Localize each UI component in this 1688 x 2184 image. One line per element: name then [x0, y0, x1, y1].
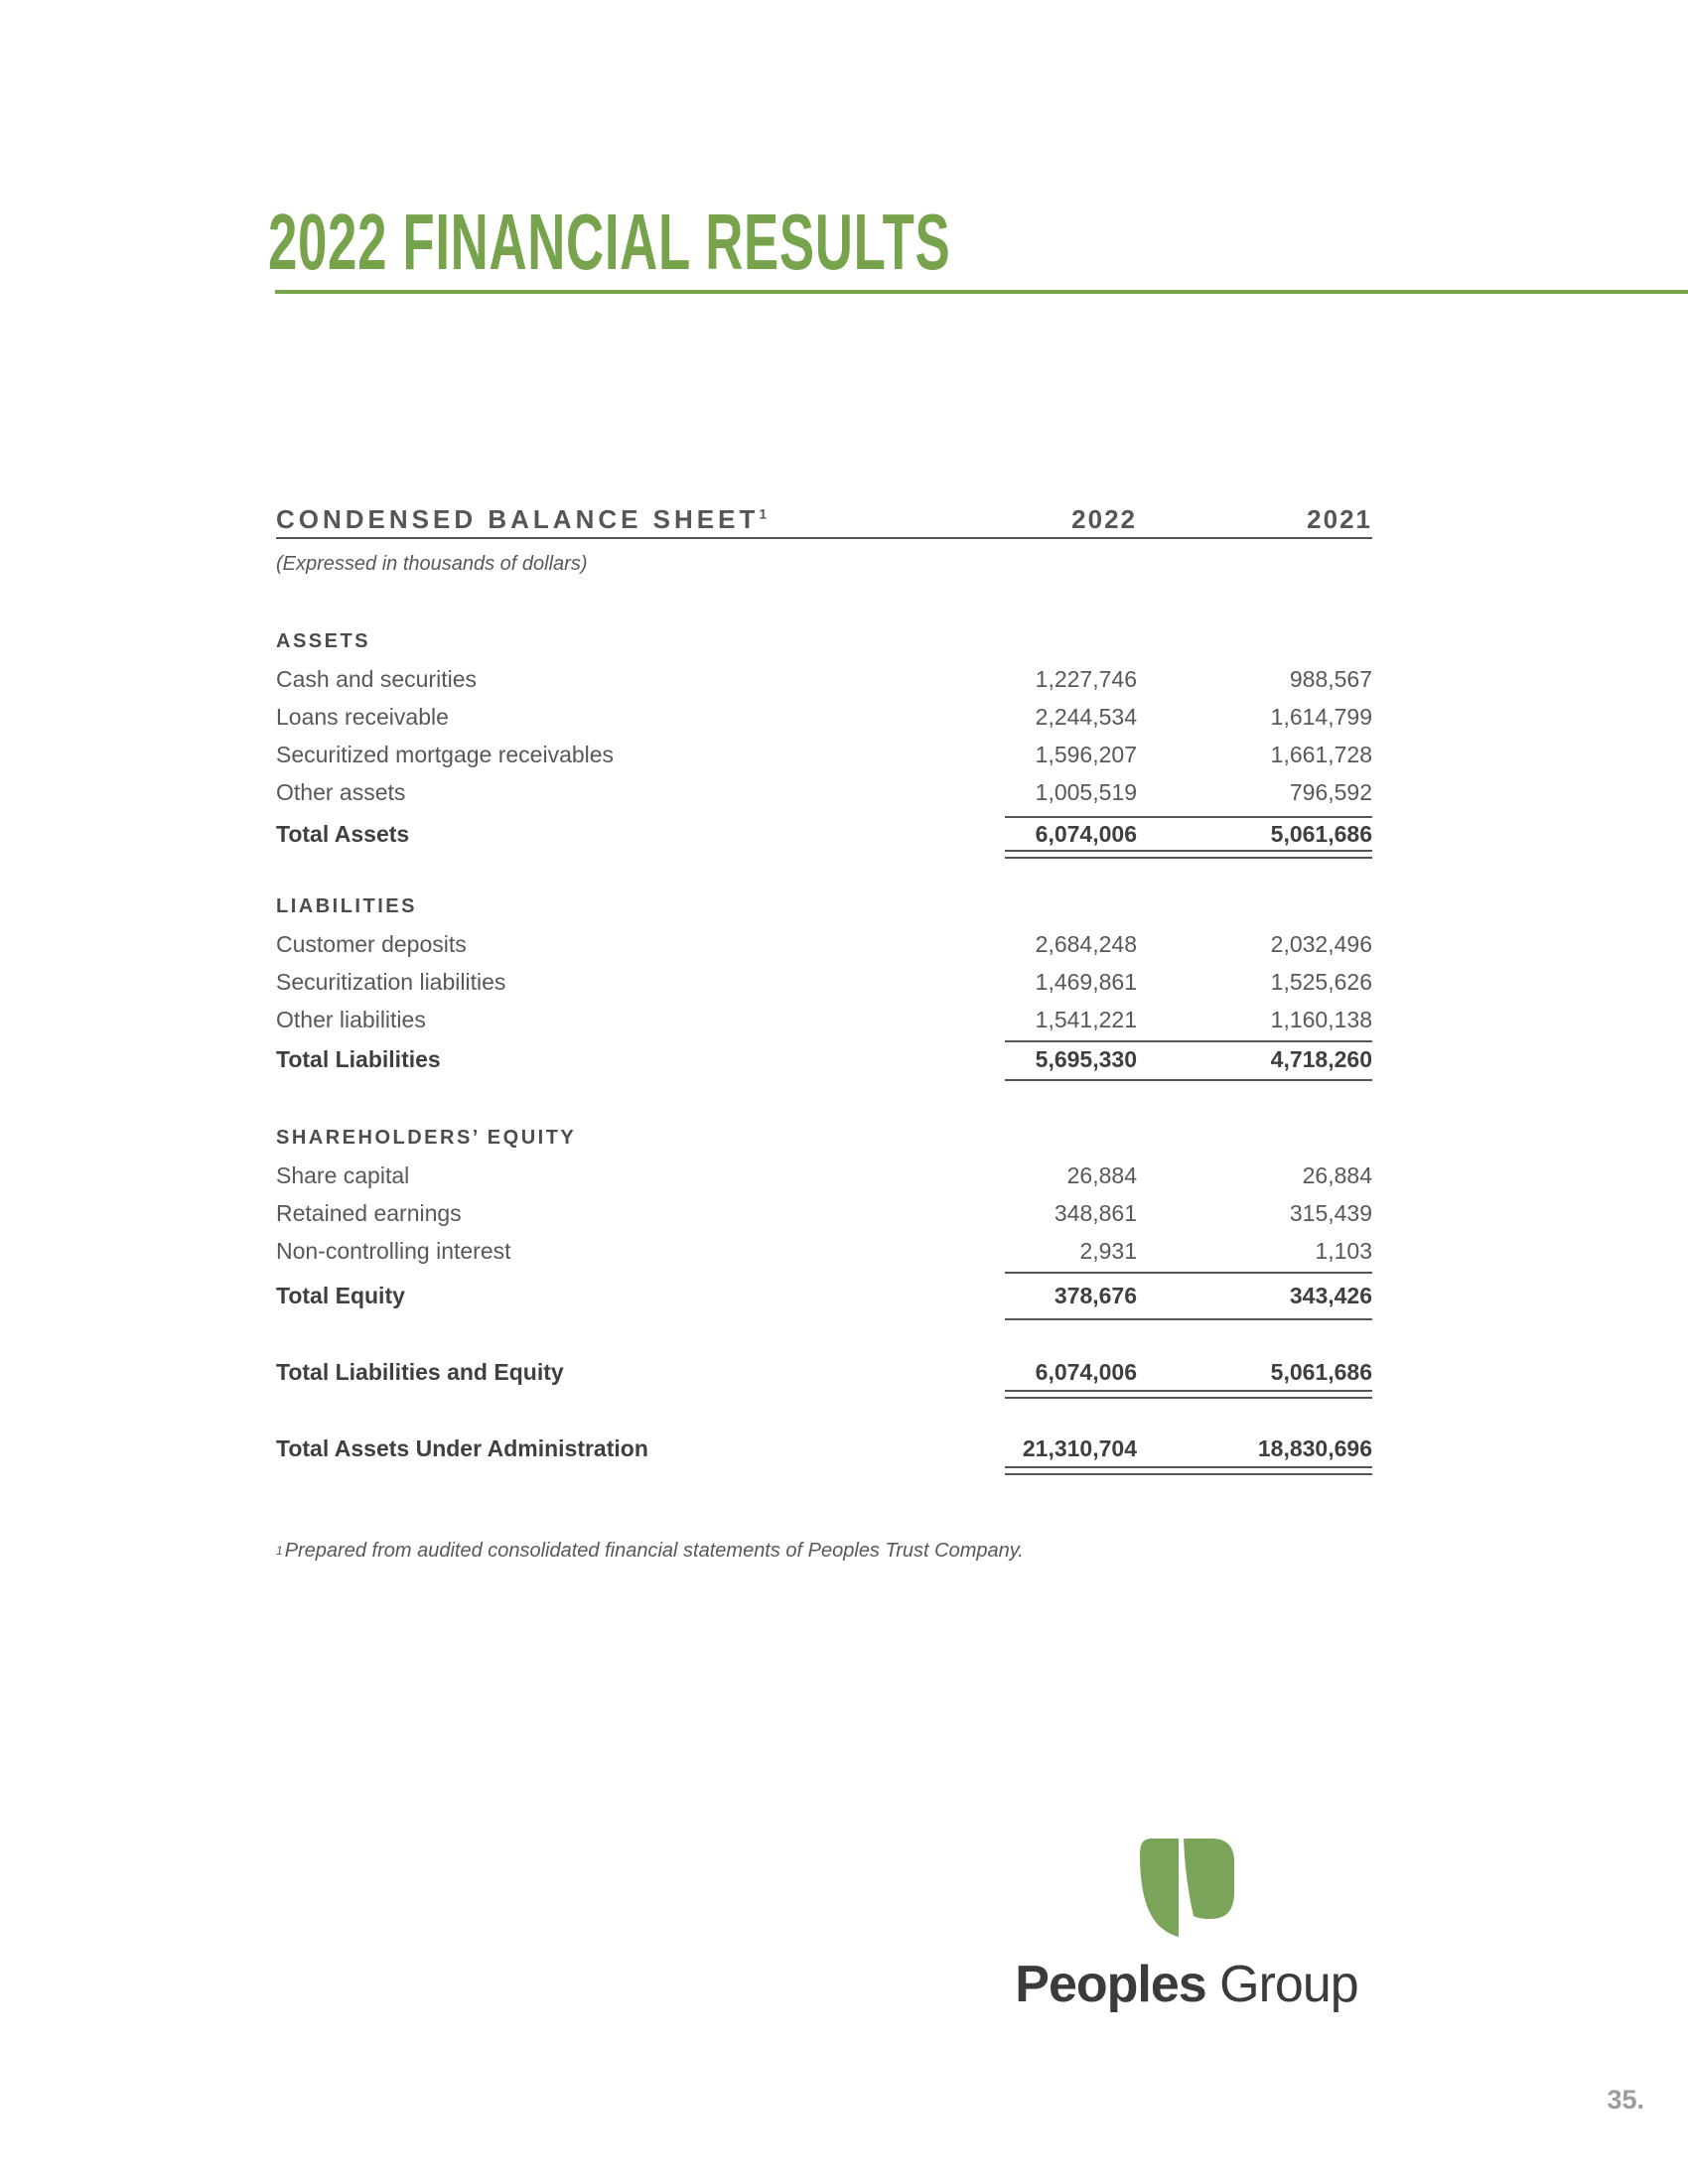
total-value-2022: 6,074,006 — [1035, 820, 1137, 847]
row-value-2021: 1,160,138 — [1270, 1006, 1372, 1032]
table-row — [276, 773, 1372, 811]
table-row — [276, 963, 1372, 1001]
footnote — [276, 1536, 1372, 1566]
table-row — [276, 1194, 1372, 1232]
row-value-2022: 1,596,207 — [1035, 741, 1137, 767]
double-rule — [1005, 1390, 1372, 1399]
table-title — [276, 504, 958, 535]
page-number: 35. — [1607, 2085, 1644, 2115]
table-row — [276, 1157, 1372, 1194]
row-label: Cash and securities — [276, 665, 477, 692]
total-label: Total Assets — [276, 820, 410, 847]
logo-brand-light: Group — [1219, 1956, 1358, 2013]
row-value-2022: 1,541,221 — [1035, 1006, 1137, 1032]
row-value-2021: 1,525,626 — [1270, 968, 1372, 995]
table-subtitle: (Expressed in thousands of dollars) — [276, 552, 588, 575]
condensed-balance-sheet — [276, 501, 1372, 1566]
row-value-2022: 2,684,248 — [1035, 930, 1137, 957]
row-value-2022: 2,931 — [1079, 1237, 1137, 1264]
double-rule — [1005, 850, 1372, 859]
row-label: Customer deposits — [276, 930, 467, 957]
total-value-2021: 343,426 — [1289, 1282, 1372, 1308]
row-value-2021: 796,592 — [1289, 778, 1372, 805]
total-value-2022: 5,695,330 — [1035, 1045, 1137, 1072]
row-value-2021: 988,567 — [1289, 665, 1372, 692]
total-value-2021: 5,061,686 — [1270, 820, 1372, 847]
total-label: Total Liabilities and Equity — [276, 1358, 564, 1385]
row-value-2021: 2,032,496 — [1270, 930, 1372, 957]
row-label: Retained earnings — [276, 1199, 462, 1226]
total-value-2021: 5,061,686 — [1270, 1358, 1372, 1385]
column-header-2021: 2021 — [1307, 503, 1372, 534]
total-label: Total Liabilities — [276, 1045, 441, 1072]
total-rule — [1005, 1079, 1372, 1081]
column-header-2022: 2022 — [1071, 503, 1137, 534]
row-value-2021: 1,103 — [1315, 1237, 1372, 1264]
table-title-text: CONDENSED BALANCE SHEET — [276, 503, 760, 534]
table-row — [276, 1001, 1372, 1038]
row-label: Loans receivable — [276, 703, 449, 730]
total-rule — [1005, 1272, 1372, 1274]
section-heading-liabilities: LIABILITIES — [276, 894, 417, 917]
logo-mark-icon — [1140, 1839, 1234, 1939]
section-heading-assets: ASSETS — [276, 629, 371, 652]
total-value-2021: 18,830,696 — [1257, 1434, 1372, 1461]
total-row-assets-under-administration — [276, 1431, 1372, 1466]
total-row-liabilities — [276, 1042, 1372, 1076]
total-value-2022: 21,310,704 — [1022, 1434, 1137, 1461]
table-header-row — [276, 501, 1372, 539]
row-label: Other liabilities — [276, 1006, 426, 1032]
table-row — [276, 736, 1372, 773]
row-value-2022: 1,005,519 — [1035, 778, 1137, 805]
table-row — [276, 925, 1372, 963]
row-label: Other assets — [276, 778, 406, 805]
peoples-group-logo — [988, 1839, 1385, 2014]
section-heading-equity: SHAREHOLDERS’ EQUITY — [276, 1126, 577, 1149]
logo-wordmark — [988, 1955, 1385, 2014]
total-rule — [1005, 1318, 1372, 1320]
table-row — [276, 660, 1372, 698]
row-value-2022: 348,861 — [1054, 1199, 1137, 1226]
row-value-2022: 26,884 — [1066, 1161, 1137, 1188]
table-row — [276, 1232, 1372, 1270]
total-value-2022: 6,074,006 — [1035, 1358, 1137, 1385]
total-value-2021: 4,718,260 — [1270, 1045, 1372, 1072]
row-label: Securitization liabilities — [276, 968, 506, 995]
total-row-equity — [276, 1279, 1372, 1312]
row-label: Share capital — [276, 1161, 410, 1188]
row-value-2021: 1,661,728 — [1270, 741, 1372, 767]
total-label: Total Equity — [276, 1282, 405, 1308]
table-row — [276, 698, 1372, 736]
total-label: Total Assets Under Administration — [276, 1434, 648, 1461]
row-value-2022: 2,244,534 — [1035, 703, 1137, 730]
row-value-2021: 315,439 — [1289, 1199, 1372, 1226]
double-rule — [1005, 1466, 1372, 1475]
row-value-2021: 1,614,799 — [1270, 703, 1372, 730]
total-value-2022: 378,676 — [1054, 1282, 1137, 1308]
table-title-footnote-ref: 1 — [759, 504, 768, 521]
footnote-text: Prepared from audited consolidated financial statements of Peoples Trust Company. — [284, 1539, 1024, 1562]
footnote-ref: 1 — [276, 1544, 283, 1558]
title-divider — [275, 290, 1688, 294]
row-label: Securitized mortgage receivables — [276, 741, 615, 767]
logo-brand-bold: Peoples — [1015, 1956, 1206, 2013]
row-label: Non-controlling interest — [276, 1237, 511, 1264]
total-row-liabilities-and-equity — [276, 1354, 1372, 1390]
page-title: 2022 FINANCIAL RESULTS — [268, 198, 951, 286]
total-row-assets — [276, 818, 1372, 850]
row-value-2022: 1,227,746 — [1035, 665, 1137, 692]
row-value-2022: 1,469,861 — [1035, 968, 1137, 995]
row-value-2021: 26,884 — [1302, 1161, 1372, 1188]
